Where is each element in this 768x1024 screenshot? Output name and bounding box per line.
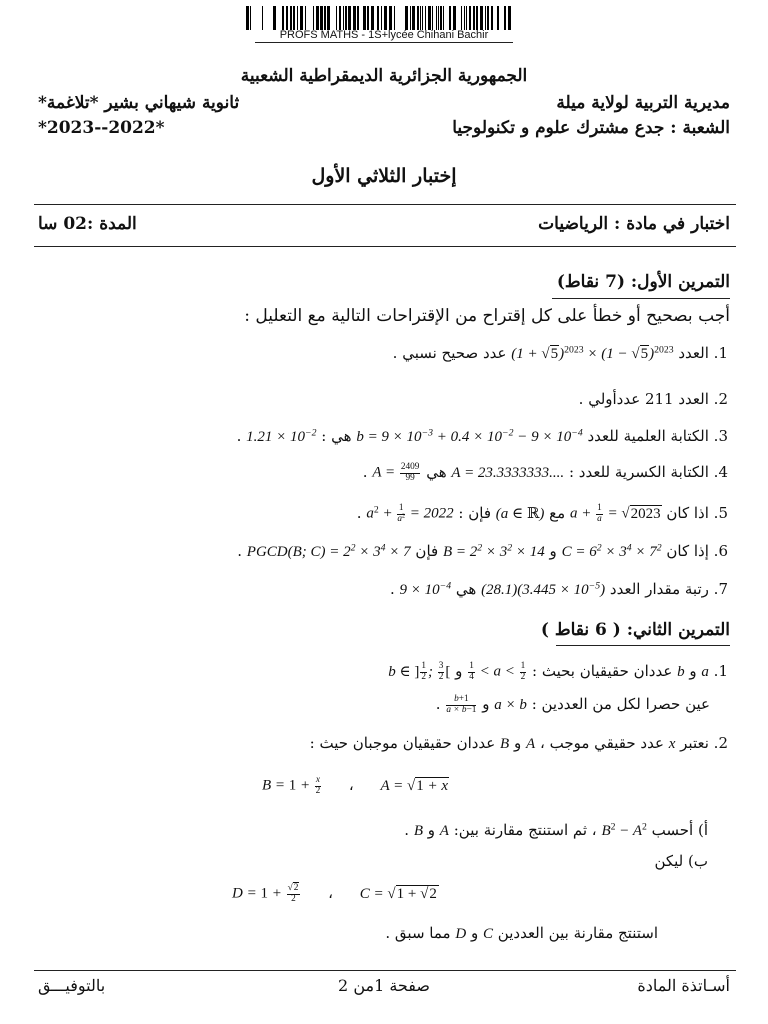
math-expr: $1.21 \times 10^{-2}$ [246,427,317,445]
top-rule [255,42,513,43]
duration: المدة :02 سا [38,214,137,234]
math-expr: $B^2 - A^2$ [601,821,647,839]
math-expr: (a ∈ ℝ) [495,506,545,522]
ex2-conclusion: استنتج مقارنة بين العددين C و D مما سبق . [385,924,658,942]
math-expr: $\frac{b+1}{a \times b-1}$ [446,694,477,716]
math-expr: A = 23.3333333.... [451,465,565,481]
math-expr: A = $\frac{2409}{99}$ [372,462,420,484]
exercise1-title: التمرين الأول: (7 نقاط) [556,272,730,292]
item-number: 5. [713,504,728,522]
item-number: 4. [713,463,728,481]
ex2-part-b: ب) ليكن [654,852,708,870]
school-name: ثانوية شيهاني بشير *تلاغمة* [38,93,240,113]
math-expr: $\frac{1}{4}$ < a < $\frac{1}{2}$ [469,661,526,683]
ex1-item-2: 2. العدد 211 عددأولي . [578,390,728,408]
math-expr: $(28.1)(3.445 \times 10^{-5})$ [481,580,606,598]
item-number: 2. [713,734,728,752]
exercise2-title: التمرين الثاني: ( 6 نقاط ) [540,620,730,640]
ex1-item-5: 5. اذا كان a + $\frac{1}{a}$ = √2023 مع (a ∈ ℝ) فإن : $a^2$ + $\frac{1}{a^2}$ = 2022 . [356,503,728,525]
ex1-item-6: 6. إذا كان $C = 6^2 \times 3^4 \times 7^2$ و $B = 2^2 \times 3^2 \times 14$ فإن PGCD(B; $C) = 2^2 \times 3^4 \times 7$ . [237,542,728,560]
ex2-part-a: أ) أحسب $B^2 - A^2$ ، ثم استنتج مقارنة بين: A و B . [404,821,708,839]
math-expr: $(1 + √5)^{2023} \times (1 - √5)^{2023}$ [511,344,674,362]
ex1-item-7: 7. رتبة مقدار العدد $(28.1)(3.445 \times 10^{-5})$ هي $9 \times 10^{-4}$ . [389,580,728,598]
ex1-item-4: 4. الكتابة الكسرية للعدد : A = 23.3333333.... هي A = $\frac{2409}{99}$ . [362,462,728,484]
math-expr: a × b [494,697,527,713]
formula-a-b: B = 1 + $\frac{x}{2}$ ، A = √1 + x [262,775,448,797]
math-expr: $B = 2^2 \times 3^2 \times 14$ [442,542,545,560]
exercise1-instruction: أجب بصحيح أو خطأ على كل إقتراح من الإقتراحات التالية مع التعليل : [244,306,730,326]
math-expr: $9 \times 10^{-4}$ [399,580,452,598]
barcode-caption: PROFS MATHS - 1S+lycée Chihani Bachir [279,29,489,41]
math-expr: a + $\frac{1}{a}$ = √2023 [569,503,661,525]
branch: الشعبة : جدع مشترك علوم و تكنولوجيا [452,118,730,138]
ex1-item-1: 1. العدد $(1 + √5)^{2023} \times (1 - √5)^{2023}$ عدد صحيح نسبي . [392,344,728,362]
formula-c-d: D = 1 + $\frac{√2}{2}$ ، C = √1 + √2 [232,883,437,905]
ex2-question-1-line2: عين حصرا لكل من العددين : a × b و $\frac{b+1}{a \times b-1}$ . [435,694,710,716]
item-number: 2. [713,390,728,408]
ex1-item-3: 3. الكتابة العلمية للعدد $b = 9 \times 10^{-3} + 0.4 \times 10^{-2} - 9 \times 10^{-4}$ هي : $1.21 \times 10^{-2}$ . [236,427,728,445]
barcode [242,6,512,30]
math-expr: PGCD(B; $C) = 2^2 \times 3^4 \times 7$ [246,542,411,560]
math-expr: $b = 9 \times 10^{-3} + 0.4 \times 10^{-2} - 9 \times 10^{-4}$ [356,427,583,445]
footer-page-number: صفحة 1من 2 [338,976,430,995]
item-number: 7. [713,580,728,598]
ex2-question-1: 1. a و b عددان حقيقيان بحيث : $\frac{1}{4}$ < a < $\frac{1}{2}$ و b ∈ ] $\frac{1}{2}$ ; $\frac{3}{2}$ [ [388,661,728,683]
item-number: 6. [713,542,728,560]
ex2-question-2: 2. نعتبر x عدد حقيقي موجب ، A و B عددان حقيقيان موجبان حيث : [309,734,728,752]
header-divider-top [34,204,736,205]
footer-left: بالتوفيـــق [38,976,106,995]
item-number: 1. [713,662,728,680]
math-expr: b ∈ ] $\frac{1}{2}$ ; $\frac{3}{2}$ [ [388,661,451,683]
footer-right: أسـاتذة المادة [637,976,730,995]
footer-rule [34,970,736,971]
subject: اختبار في مادة : الرياضيات [538,214,730,234]
school-year: *2023--2022* [38,118,165,138]
exercise1-underline [552,298,730,299]
item-number: 1. [713,344,728,362]
math-expr: $a^2$ + $\frac{1}{a^2}$ = 2022 [366,503,454,525]
republic-title: الجمهورية الجزائرية الديمقراطية الشعبية [240,66,528,86]
item-number: 3. [713,427,728,445]
exercise2-underline [556,645,730,646]
header-divider-bottom [34,246,736,247]
math-expr: $C = 6^2 \times 3^4 \times 7^2$ [561,542,662,560]
directorate: مديرية التربية لولاية ميلة [556,93,730,113]
exam-title: إختبار الثلاثي الأول [311,165,457,187]
